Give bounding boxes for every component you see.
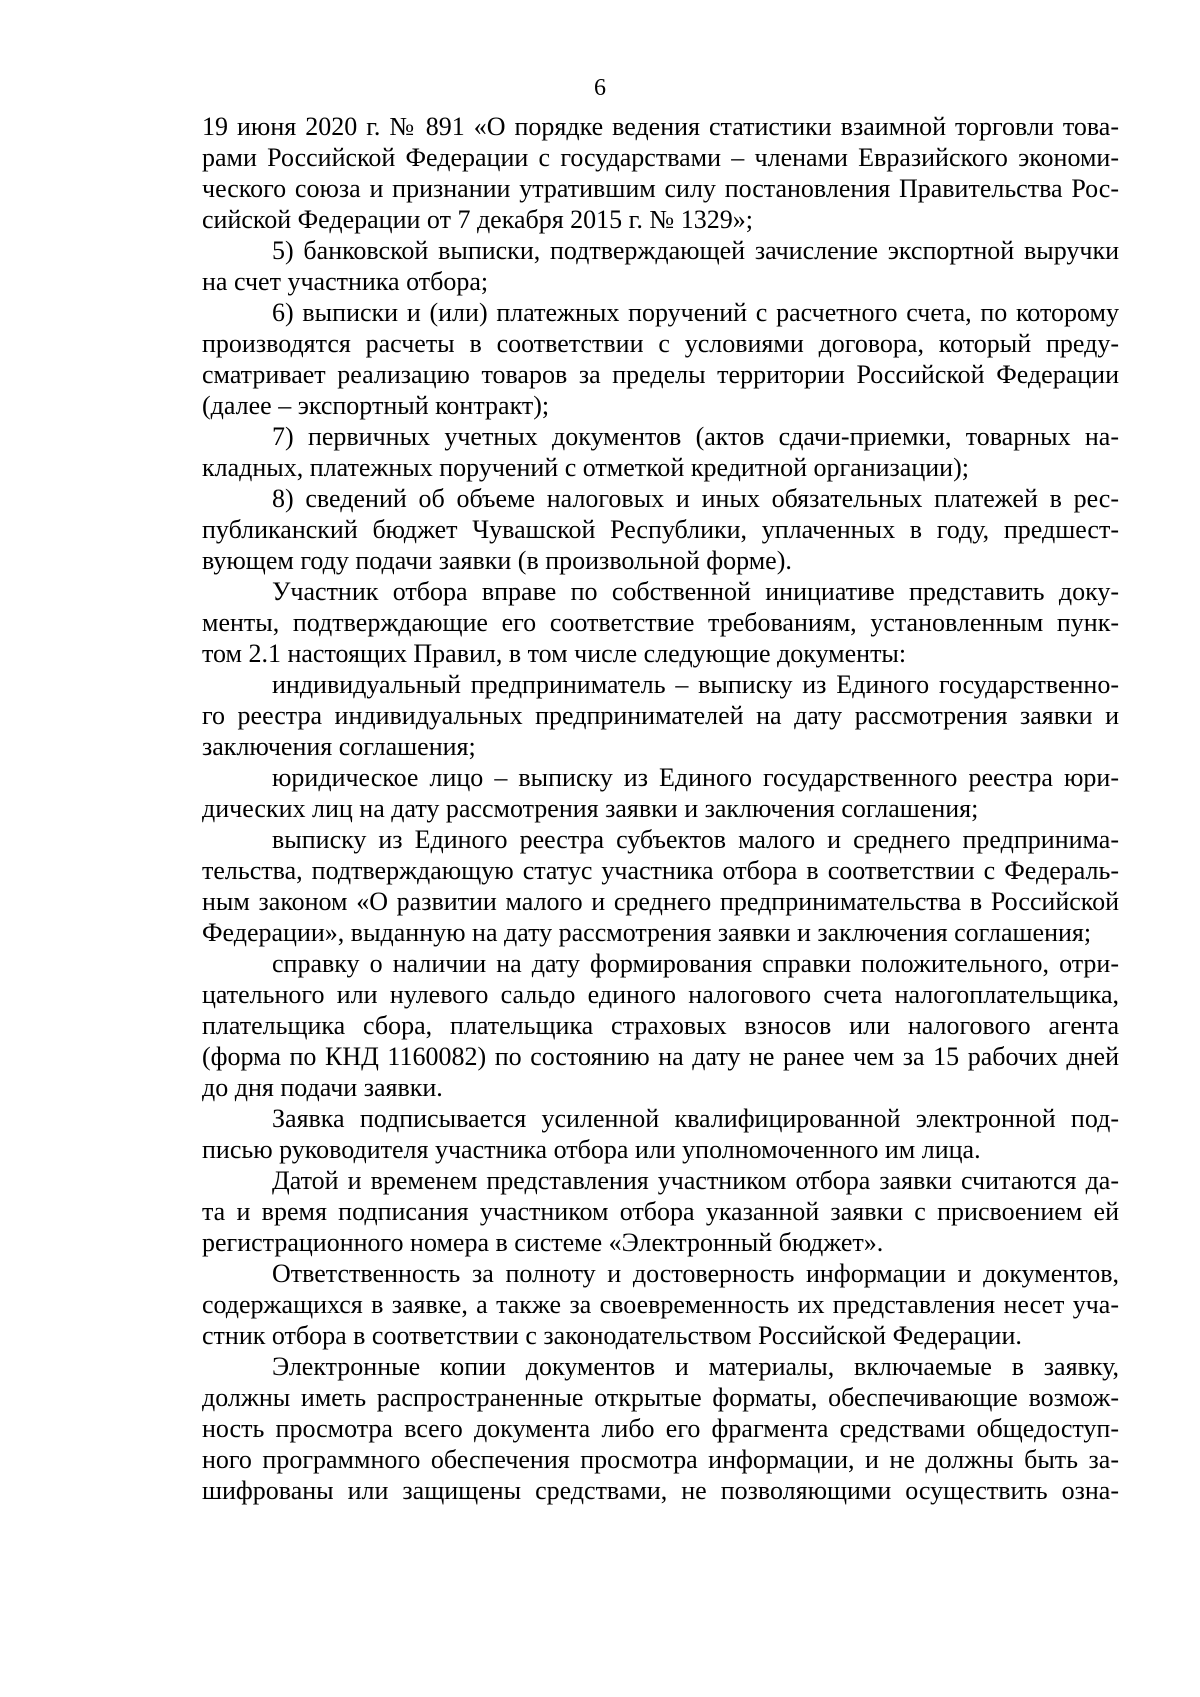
text-line: та и время подписания участником отбора указанной заявки с присвоением ей [202,1197,1119,1226]
text-line: индивидуальный предприниматель – выписку из Единого государственно- [272,670,1119,699]
text-line: рами Российской Федерации с государствами – членами Евразийского экономи- [202,143,1119,172]
text-line: содержащихся в заявке, а также за своевременность их представления несет уча- [202,1290,1119,1319]
text-line: 19 июня 2020 г. № 891 «О порядке ведения статистики взаимной торговли това- [202,112,1119,141]
text-line: писью руководителя участника отбора или уполномоченного им лица. [202,1135,981,1164]
text-line: Участник отбора вправе по собственной инициативе представить доку- [272,577,1119,606]
text-line: кладных, платежных поручений с отметкой кредитной организации); [202,453,969,482]
text-line: Заявка подписывается усиленной квалифицированной электронной под- [272,1104,1119,1133]
text-line: на счет участника отбора; [202,267,489,296]
text-line: тельства, подтверждающую статус участника отбора в соответствии с Федераль- [202,856,1119,885]
page-number: 6 [594,75,606,101]
text-line: ного программного обеспечения просмотра информации, и не должны быть за- [202,1445,1119,1474]
text-line: ность просмотра всего документа либо его фрагмента средствами общедоступ- [202,1414,1119,1443]
text-line: ным законом «О развитии малого и среднего предпринимательства в Российской [202,887,1119,916]
text-line: (форма по КНД 1160082) по состоянию на дату не ранее чем за 15 рабочих дней [202,1042,1119,1071]
text-line: 7) первичных учетных документов (актов сдачи-приемки, товарных на- [272,422,1119,451]
text-line: юридическое лицо – выписку из Единого государственного реестра юри- [272,763,1119,792]
text-line: го реестра индивидуальных предпринимателей на дату рассмотрения заявки и [202,701,1119,730]
text-line: (далее – экспортный контракт); [202,391,550,420]
text-line: ческого союза и признании утратившим силу постановления Правительства Рос- [202,174,1119,203]
text-line: цательного или нулевого сальдо единого налогового счета налогоплательщика, [202,980,1119,1009]
text-line: 8) сведений об объеме налоговых и иных обязательных платежей в рес- [272,484,1119,513]
text-line: сматривает реализацию товаров за пределы территории Российской Федерации [202,360,1119,389]
text-line: 6) выписки и (или) платежных поручений с расчетного счета, по которому [272,298,1119,327]
text-line: дических лиц на дату рассмотрения заявки и заключения соглашения; [202,794,979,823]
text-line: сийской Федерации от 7 декабря 2015 г. № 1329»; [202,205,753,234]
text-line: Электронные копии документов и материалы, включаемые в заявку, [272,1352,1119,1381]
text-line: стник отбора в соответствии с законодательством Российской Федерации. [202,1321,1022,1350]
text-line: справку о наличии на дату формирования справки положительного, отри- [272,949,1119,978]
text-line: 5) банковской выписки, подтверждающей зачисление экспортной выручки [272,236,1119,265]
text-line: выписку из Единого реестра субъектов малого и среднего предпринима- [272,825,1119,854]
text-line: заключения соглашения; [202,732,476,761]
text-line: производятся расчеты в соответствии с условиями договора, который преду- [202,329,1119,358]
text-line: Федерации», выданную на дату рассмотрения заявки и заключения соглашения; [202,918,1092,947]
text-line: должны иметь распространенные открытые форматы, обеспечивающие возмож- [202,1383,1119,1412]
text-line: регистрационного номера в системе «Электронный бюджет». [202,1228,884,1257]
text-line: вующем году подачи заявки (в произвольной форме). [202,546,792,575]
text-line: Датой и временем представления участником отбора заявки считаются да- [272,1166,1119,1195]
text-line: шифрованы или защищены средствами, не позволяющими осуществить озна- [202,1476,1119,1505]
text-line: плательщика сбора, плательщика страховых взносов или налогового агента [202,1011,1119,1040]
text-line: Ответственность за полноту и достоверность информации и документов, [272,1259,1119,1288]
text-line: публиканский бюджет Чувашской Республики, уплаченных в году, предшест- [202,515,1119,544]
text-line: менты, подтверждающие его соответствие требованиям, установленным пунк- [202,608,1119,637]
text-line: до дня подачи заявки. [202,1073,443,1102]
text-line: том 2.1 настоящих Правил, в том числе следующие документы: [202,639,907,668]
document-body [202,111,1119,1506]
